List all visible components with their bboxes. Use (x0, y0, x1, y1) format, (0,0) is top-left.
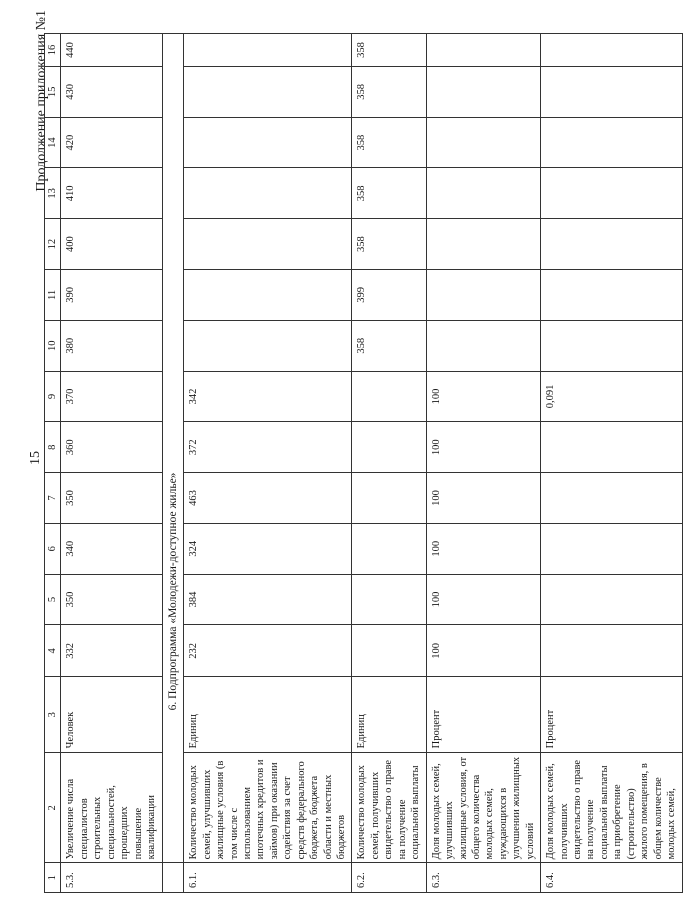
header-cell: 10 (45, 320, 61, 371)
value-cell: 340 (61, 523, 162, 574)
indicator-table (44, 33, 683, 893)
value-cell (352, 523, 426, 574)
value-cell: 100 (426, 523, 541, 574)
unit-cell: Процент (426, 677, 541, 753)
value-cell: 358 (352, 34, 426, 67)
header-cell: 3 (45, 677, 61, 753)
header-cell: 5 (45, 574, 61, 625)
value-cell: 420 (61, 117, 162, 168)
header-cell: 16 (45, 34, 61, 67)
value-cell (541, 625, 682, 677)
unit-cell: Человек (61, 677, 162, 753)
table-row (541, 34, 682, 893)
value-cell: 400 (61, 219, 162, 270)
header-cell: 2 (45, 753, 61, 863)
value-cell: 342 (184, 371, 352, 422)
value-cell: 358 (352, 320, 426, 371)
value-cell: 100 (426, 625, 541, 677)
table-row (184, 34, 352, 893)
value-cell: 358 (352, 219, 426, 270)
value-cell (184, 66, 352, 117)
value-cell (541, 34, 682, 67)
value-cell (352, 574, 426, 625)
value-cell: 372 (184, 422, 352, 473)
value-cell: 390 (61, 270, 162, 321)
row-number: 6.1. (184, 863, 352, 893)
value-cell (352, 371, 426, 422)
value-cell (541, 523, 682, 574)
section-row (162, 34, 184, 893)
value-cell: 0,091 (541, 371, 682, 422)
value-cell: 358 (352, 117, 426, 168)
header-cell: 11 (45, 270, 61, 321)
value-cell: 358 (352, 168, 426, 219)
header-cell: 7 (45, 473, 61, 524)
value-cell (541, 219, 682, 270)
value-cell (184, 117, 352, 168)
value-cell: 399 (352, 270, 426, 321)
unit-cell: Единиц (352, 677, 426, 753)
value-cell (426, 34, 541, 67)
value-cell: 358 (352, 66, 426, 117)
value-cell (184, 34, 352, 67)
value-cell: 463 (184, 473, 352, 524)
indicator-name: Количество молодых семей, получивших свидетельство о праве на получение социальной выплаты (352, 753, 426, 863)
indicator-name: Количество молодых семей, улучшивших жилищные условия (в том числе с использованием ипотечных кредитов и займов) при оказании содействия за счет средств федерального бюджета, бюджета области и местных бюджетов (184, 753, 352, 863)
header-cell: 1 (45, 863, 61, 893)
row-number: 6.4. (541, 863, 682, 893)
table-row (61, 34, 162, 893)
value-cell: 332 (61, 625, 162, 677)
value-cell: 370 (61, 371, 162, 422)
header-cell: 15 (45, 66, 61, 117)
header-cell: 8 (45, 422, 61, 473)
value-cell: 430 (61, 66, 162, 117)
value-cell (426, 219, 541, 270)
value-cell: 100 (426, 473, 541, 524)
table-row (426, 34, 541, 893)
value-cell (541, 66, 682, 117)
value-cell: 232 (184, 625, 352, 677)
value-cell: 100 (426, 422, 541, 473)
value-cell: 350 (61, 574, 162, 625)
value-cell (352, 422, 426, 473)
page-number: 15 (28, 451, 43, 465)
value-cell (541, 320, 682, 371)
indicator-name: Доля молодых семей, улучшивших жилищные условия, от общего количества молодых семей, нуждающихся в улучшении жилищных условий (426, 753, 541, 863)
value-cell (184, 270, 352, 321)
value-cell: 384 (184, 574, 352, 625)
value-cell (184, 168, 352, 219)
value-cell: 440 (61, 34, 162, 67)
header-cell: 6 (45, 523, 61, 574)
value-cell (541, 168, 682, 219)
header-row (45, 34, 61, 893)
value-cell: 350 (61, 473, 162, 524)
unit-cell: Процент (541, 677, 682, 753)
value-cell: 410 (61, 168, 162, 219)
unit-cell: Единиц (184, 677, 352, 753)
continuation-caption: Продолжение приложения №1 (34, 10, 49, 192)
value-cell (541, 574, 682, 625)
value-cell (184, 219, 352, 270)
header-cell: 13 (45, 168, 61, 219)
value-cell: 100 (426, 574, 541, 625)
value-cell (184, 320, 352, 371)
value-cell (426, 270, 541, 321)
section-title: 6. Подпрограмма «Молодежи-доступное жилье» (162, 34, 184, 863)
header-cell: 14 (45, 117, 61, 168)
value-cell: 100 (426, 371, 541, 422)
row-number: 5.3. (61, 863, 162, 893)
value-cell (426, 66, 541, 117)
header-cell: 12 (45, 219, 61, 270)
value-cell (541, 473, 682, 524)
value-cell: 324 (184, 523, 352, 574)
value-cell (426, 117, 541, 168)
value-cell (541, 270, 682, 321)
row-number: 6.3. (426, 863, 541, 893)
value-cell: 380 (61, 320, 162, 371)
value-cell (541, 117, 682, 168)
section-empty-cell (162, 863, 184, 893)
value-cell (352, 625, 426, 677)
value-cell (426, 168, 541, 219)
value-cell (541, 422, 682, 473)
header-cell: 4 (45, 625, 61, 677)
value-cell: 360 (61, 422, 162, 473)
row-number: 6.2. (352, 863, 426, 893)
header-cell: 9 (45, 371, 61, 422)
indicator-name: Доля молодых семей, получивших свидетельство о праве на получение социальной выплаты на приобретение (строительство) жилого помещения, в общем количестве молодых семей, (541, 753, 682, 863)
value-cell (426, 320, 541, 371)
indicator-name: Увеличение числа специалистов строительных специальностей, прошедших повышение квалификации (61, 753, 162, 863)
table-row (352, 34, 426, 893)
value-cell (352, 473, 426, 524)
